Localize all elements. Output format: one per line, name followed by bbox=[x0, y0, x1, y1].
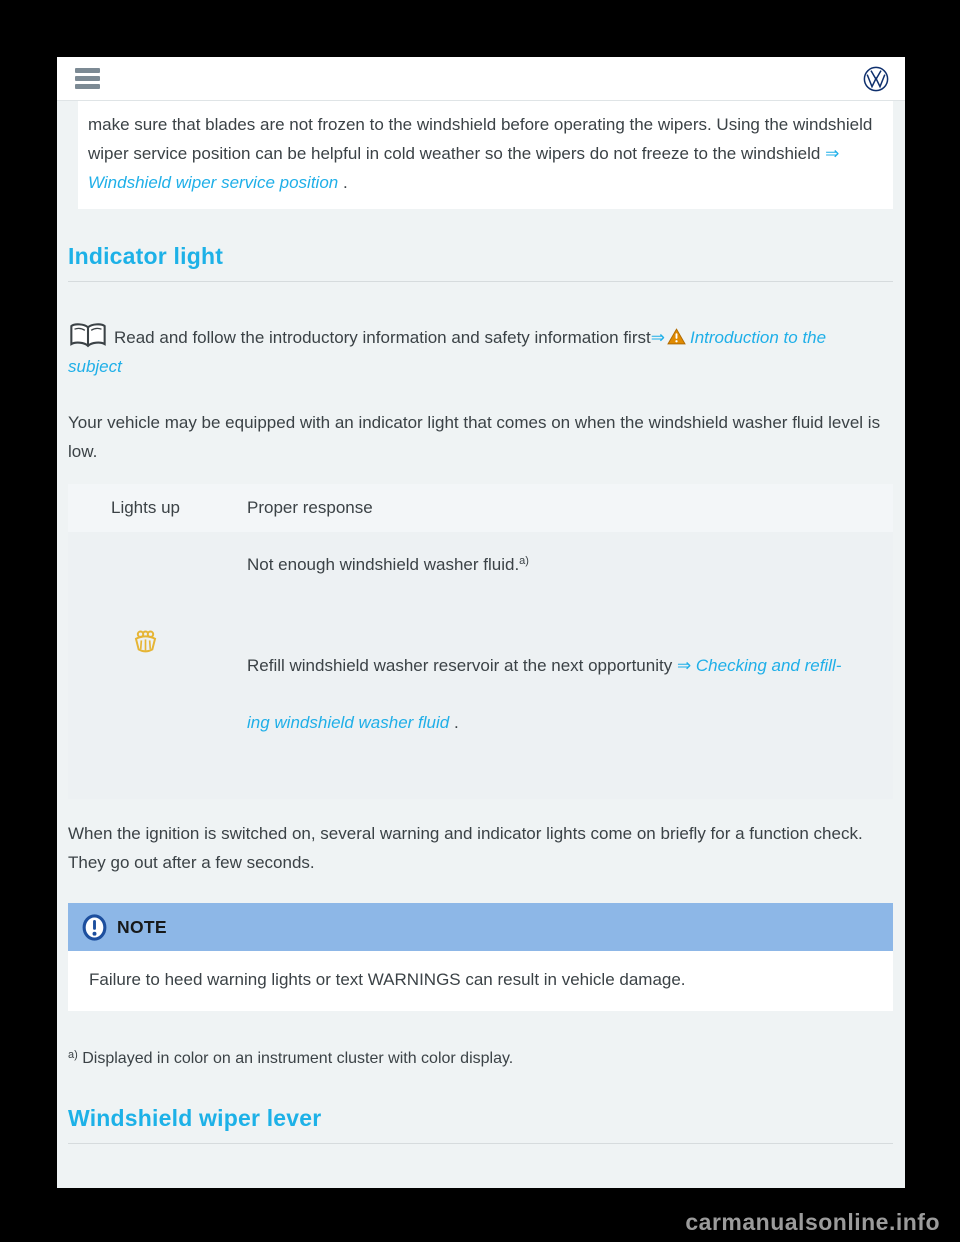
hamburger-menu-icon[interactable] bbox=[73, 66, 102, 91]
link-checking-refilling-washer-fluid[interactable]: Checking and refill- ing windshield washer fluid bbox=[247, 656, 842, 732]
column-header-proper-response: Proper response bbox=[247, 498, 373, 517]
warning-triangle-icon bbox=[667, 328, 686, 345]
table-row bbox=[68, 532, 893, 799]
ref-arrow: ⇒ bbox=[650, 328, 665, 347]
table-header-row bbox=[68, 484, 893, 532]
link-introduction-to-subject[interactable]: Introduction to the subject bbox=[68, 328, 827, 376]
footnote: $^{a)}$ Displayed in color on an instrument cluster with color display. bbox=[68, 1049, 514, 1067]
section-title-windshield-wiper-lever: Windshield wiper lever bbox=[68, 1105, 893, 1144]
read-first-paragraph bbox=[68, 322, 893, 381]
page-content bbox=[57, 101, 905, 1144]
section-title-indicator-light: Indicator light bbox=[68, 243, 893, 282]
response-line-2: Refill windshield washer reservoir at the next opportunity ⇒ Checking and refill- ing windshield washer fluid . bbox=[247, 656, 842, 732]
period: . bbox=[449, 713, 459, 732]
app-toolbar bbox=[57, 57, 905, 101]
washer-fluid-indicator-icon bbox=[132, 628, 159, 656]
note-exclamation-icon bbox=[81, 913, 108, 942]
response-line-1: Not enough windshield washer fluid.$^{a)}$ bbox=[247, 555, 529, 574]
note-body: Failure to heed warning lights or text WARNINGS can result in vehicle damage. bbox=[68, 951, 893, 1011]
note-title: NOTE bbox=[117, 916, 167, 937]
watermark: carmanualsonline.info bbox=[685, 1209, 940, 1235]
footnote-marker: a) bbox=[68, 1049, 78, 1061]
link-wiper-service-position[interactable]: Windshield wiper service position bbox=[88, 173, 339, 192]
footnote-marker: a) bbox=[519, 555, 529, 567]
paragraph-function-check: When the ignition is switched on, several warning and indicator lights come on briefly for a function check. They go out after a few seconds. bbox=[68, 824, 863, 872]
column-header-lights-up: Lights up bbox=[111, 498, 180, 517]
table-cell-response bbox=[223, 532, 893, 751]
note-header bbox=[68, 903, 893, 951]
note-box bbox=[68, 903, 893, 1011]
ref-arrow: ⇒ bbox=[825, 144, 840, 163]
intro-text: make sure that blades are not frozen to the windshield before operating the wipers. Using the windshield wiper service position can be helpful in cold weather so the wipers do not freeze to the windshield bbox=[88, 115, 873, 163]
paragraph-equipped: Your vehicle may be equipped with an indicator light that comes on when the windshield washer fluid level is low. bbox=[68, 413, 881, 461]
indicator-table bbox=[68, 484, 893, 799]
period: . bbox=[338, 173, 348, 192]
vw-logo-icon[interactable] bbox=[863, 66, 889, 92]
ref-arrow: ⇒ bbox=[676, 656, 696, 675]
intro-paragraph bbox=[78, 101, 893, 209]
manual-page bbox=[57, 57, 905, 1188]
read-first-text: Read and follow the introductory information and safety information first bbox=[114, 328, 651, 347]
open-book-icon bbox=[68, 322, 108, 349]
